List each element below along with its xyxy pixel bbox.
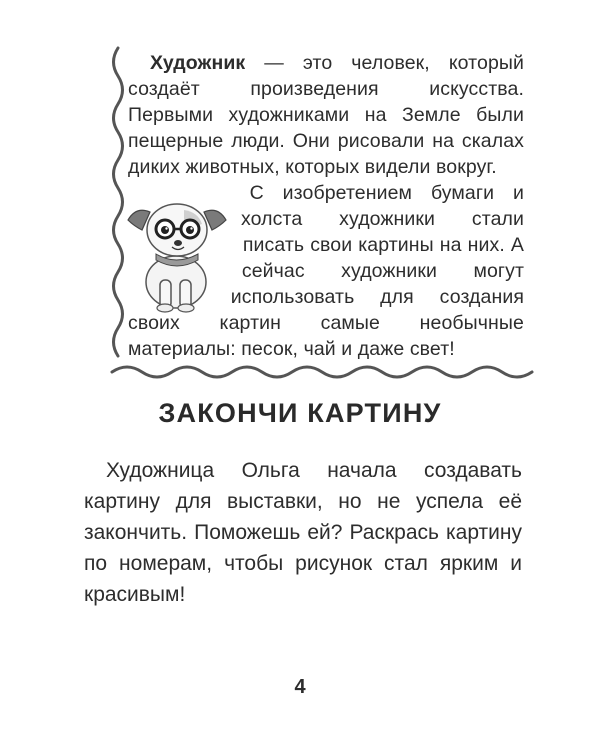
- wavy-frame-bottom: [112, 367, 532, 377]
- info-term: Художник: [150, 52, 246, 74]
- task-paragraph: Художница Ольга начала создавать картину для выставки, но не успела её закончить. Поможешь ей? Раскрась картину по номерам, чтобы рисунок стал ярким и красивым!: [84, 459, 522, 606]
- dog-with-glasses-illustration: [118, 184, 238, 314]
- page-number: 4: [294, 676, 306, 698]
- info-paragraph-2: С изобретением бумаги и холста художники стали писать свои картины на них. А сейчас художники могут использовать для создания своих картин самые необычные материалы: песок, чай и даже свет!: [128, 182, 524, 360]
- info-box: [128, 50, 524, 362]
- section-title: ЗАКОНЧИ КАРТИНУ: [158, 398, 442, 428]
- info-text: [128, 50, 524, 362]
- task-text: [84, 455, 522, 610]
- info-paragraph-1: [128, 50, 524, 180]
- info-paragraph-1-text: — это человек, который создаёт произведения искусства. Первыми художниками на Земле были пещерные люди. Они рисовали на скалах диких животных, которых видели вокруг.: [128, 52, 524, 178]
